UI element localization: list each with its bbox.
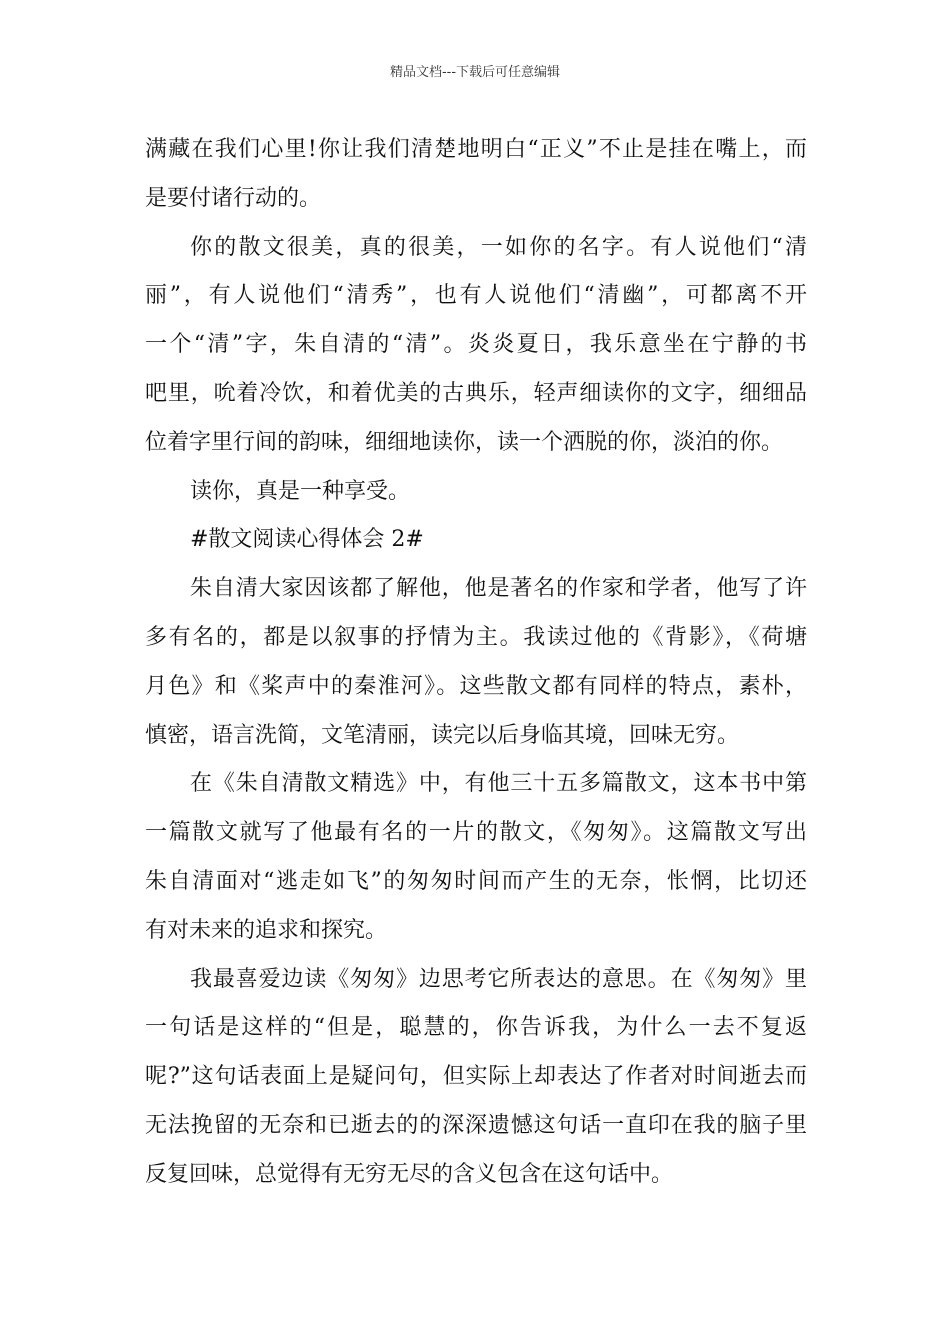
text-line: 呢?”这句话表面上是疑问句，但实际上却表达了作者对时间逝去而 (145, 1064, 807, 1090)
text-line: 丽”，有人说他们“清秀”，也有人说他们“清幽”，可都离不开 (145, 283, 807, 309)
text-line: 你的散文很美，真的很美，一如你的名字。有人说他们“清 (190, 234, 807, 260)
text-line: 位着字里行间的韵味，细细地读你，读一个洒脱的你，淡泊的你。 (145, 429, 784, 455)
text-line: 多有名的，都是以叙事的抒情为主。我读过他的《背影》，《荷塘 (145, 624, 807, 650)
text-line: 一篇散文就写了他最有名的一片的散文，《匆匆》。这篇散文写出 (145, 820, 807, 846)
document-body (145, 126, 807, 1200)
text-line: 读你，真是一种享受。 (190, 478, 411, 504)
text-line: 在《朱自清散文精选》中，有他三十五多篇散文，这本书中第 (190, 771, 807, 797)
text-line: 一句话是这样的“但是，聪慧的，你告诉我，为什么一去不复返 (145, 1015, 807, 1041)
text-line: 朱自清面对“逃走如飞”的匆匆时间而产生的无奈，怅惘，比切还 (145, 868, 807, 894)
text-line: 是要付诸行动的。 (145, 185, 322, 211)
text-line: 反复回味，总觉得有无穷无尽的含义包含在这句话中。 (145, 1161, 674, 1187)
text-line: 有对未来的追求和探究。 (145, 917, 388, 943)
page-header: 精品文档---下载后可任意编辑 (389, 65, 561, 80)
text-line: 慎密，语言洗简，文笔清丽，读完以后身临其境，回味无穷。 (145, 722, 740, 748)
text-line: 朱自清大家因该都了解他，他是著名的作家和学者，他写了许 (190, 576, 807, 602)
text-line: 无法挽留的无奈和已逝去的的深深遗憾这句话一直印在我的脑子里 (145, 1112, 807, 1138)
text-line: #散文阅读心得体会 2# (190, 527, 424, 553)
text-line: 月色》和《桨声中的秦淮河》。这些散文都有同样的特点，素朴， (145, 673, 807, 699)
text-line: 我最喜爱边读《匆匆》边思考它所表达的意思。在《匆匆》里 (190, 966, 807, 992)
text-line: 满藏在我们心里!你让我们清楚地明白“正义”不止是挂在嘴上，而 (145, 137, 807, 162)
text-line: 吧里，吮着冷饮，和着优美的古典乐，轻声细读你的文字，细细品 (145, 380, 807, 406)
text-line: 一个“清”字，朱自清的“清”。炎炎夏日，我乐意坐在宁静的书 (145, 332, 807, 358)
